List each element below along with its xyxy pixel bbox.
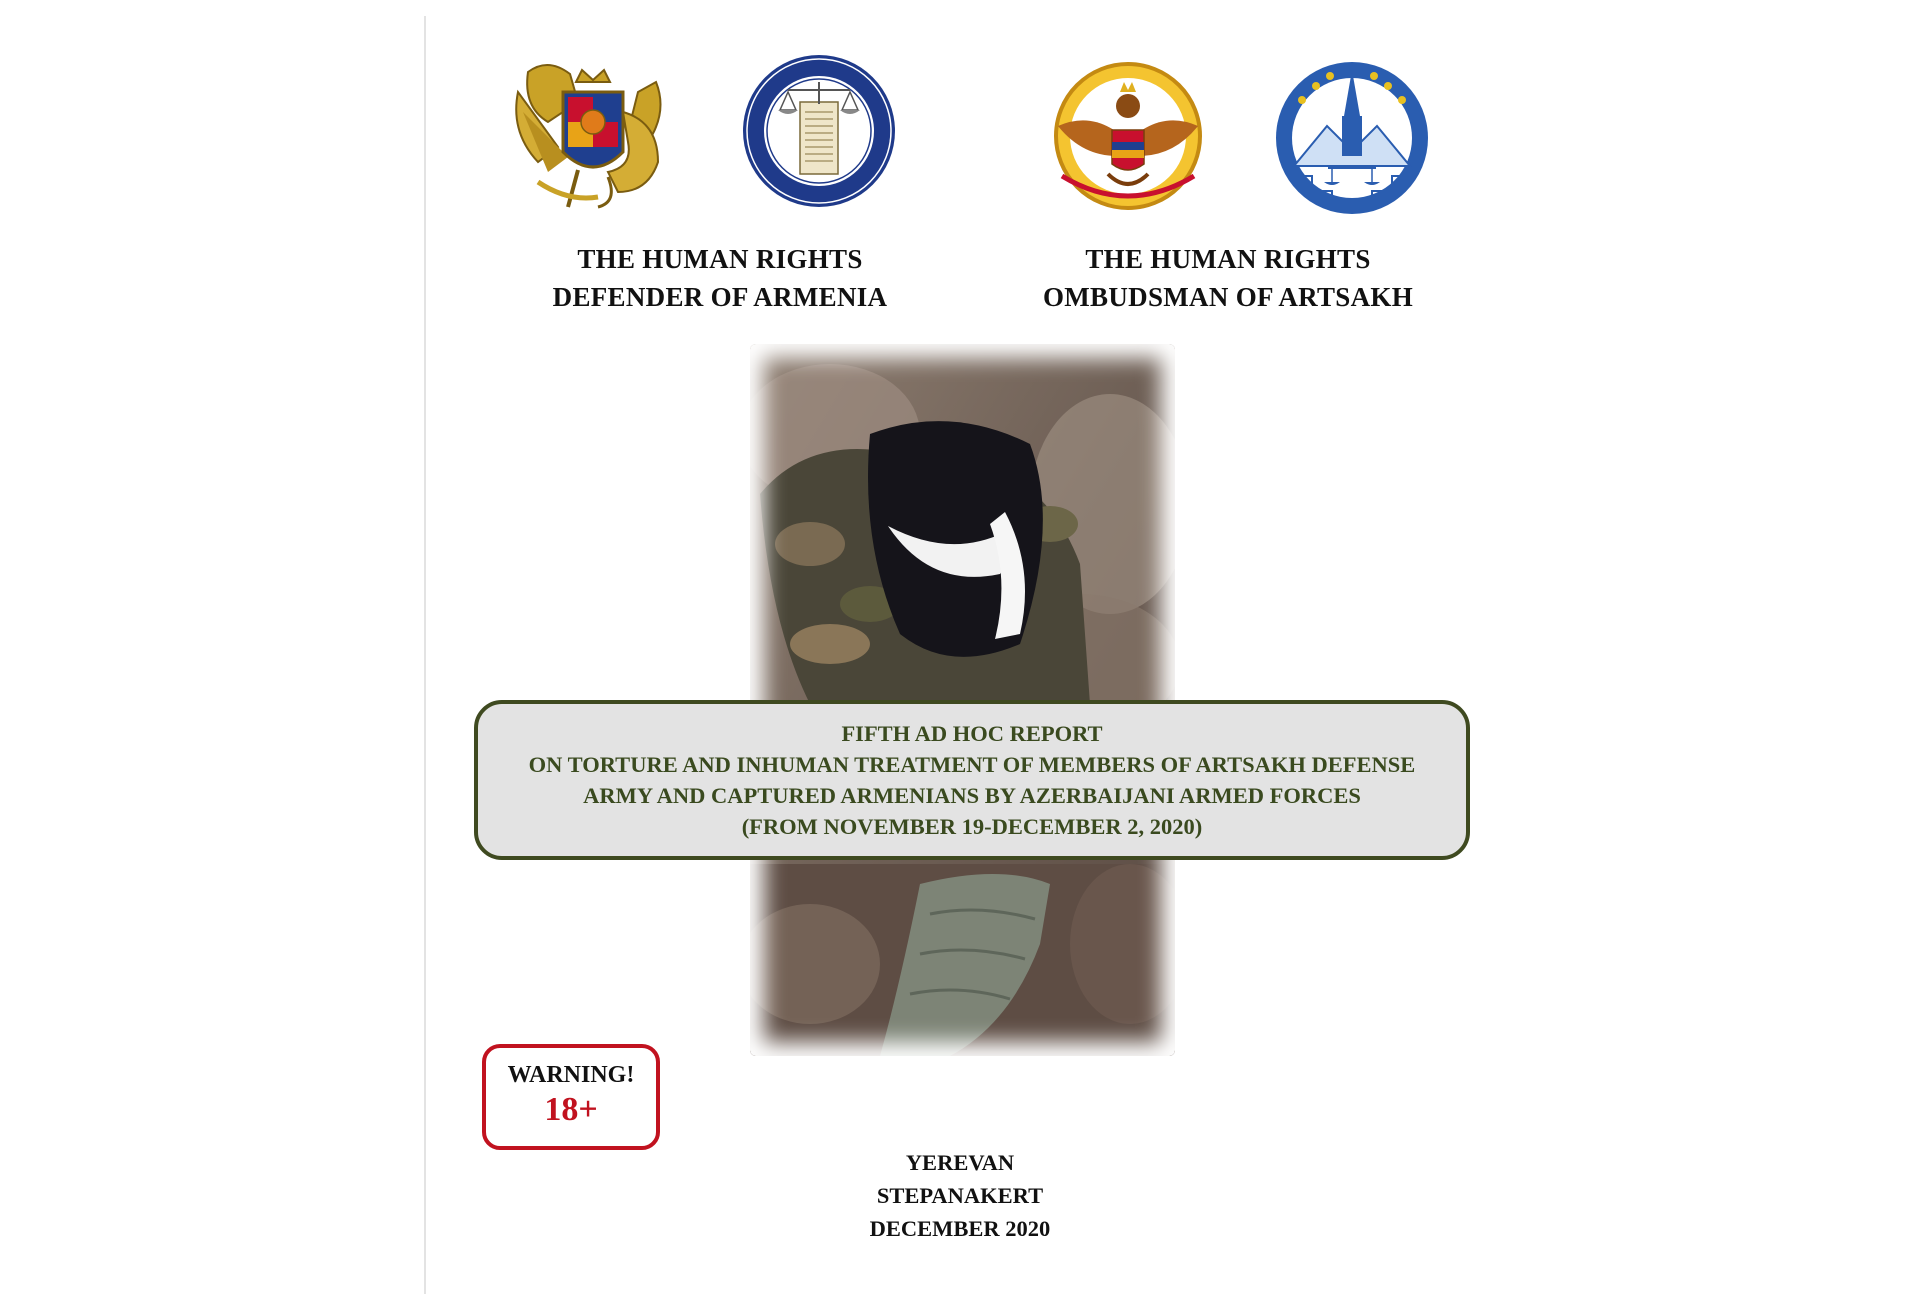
- report-title-line-3: ARMY AND CAPTURED ARMENIANS BY AZERBAIJANI ARMED FORCES: [583, 783, 1361, 808]
- right-org-line-1: THE HUMAN RIGHTS: [1085, 244, 1371, 274]
- publication-place-and-date: [800, 1146, 1120, 1245]
- warning-age-rating: 18+: [544, 1091, 598, 1128]
- left-org-line-2: DEFENDER OF ARMENIA: [552, 282, 888, 312]
- report-title-line-1: FIFTH AD HOC REPORT: [841, 721, 1103, 746]
- publication-date: DECEMBER 2020: [869, 1216, 1051, 1241]
- report-title-box: [474, 700, 1470, 860]
- page-left-edge: [424, 16, 426, 1294]
- coat-of-arms-of-armenia-icon: [508, 52, 676, 214]
- human-rights-ombudsman-of-artsakh-seal-icon: [1272, 56, 1432, 218]
- warning-label: WARNING!: [507, 1062, 635, 1088]
- left-org-line-1: THE HUMAN RIGHTS: [577, 244, 863, 274]
- right-organization-name: [988, 240, 1468, 316]
- coat-of-arms-of-artsakh-icon: [1042, 56, 1214, 212]
- report-title-line-2: ON TORTURE AND INHUMAN TREATMENT OF MEMBERS OF ARTSAKH DEFENSE: [528, 752, 1416, 777]
- age-warning-box: [482, 1044, 660, 1150]
- city-stepanakert: STEPANAKERT: [876, 1183, 1044, 1208]
- human-rights-defender-of-armenia-seal-icon: [740, 52, 898, 210]
- report-title-line-4: (FROM NOVEMBER 19-DECEMBER 2, 2020): [741, 814, 1203, 839]
- city-yerevan: YEREVAN: [905, 1150, 1015, 1175]
- right-org-line-2: OMBUDSMAN OF ARTSAKH: [1042, 282, 1414, 312]
- left-organization-name: [480, 240, 960, 316]
